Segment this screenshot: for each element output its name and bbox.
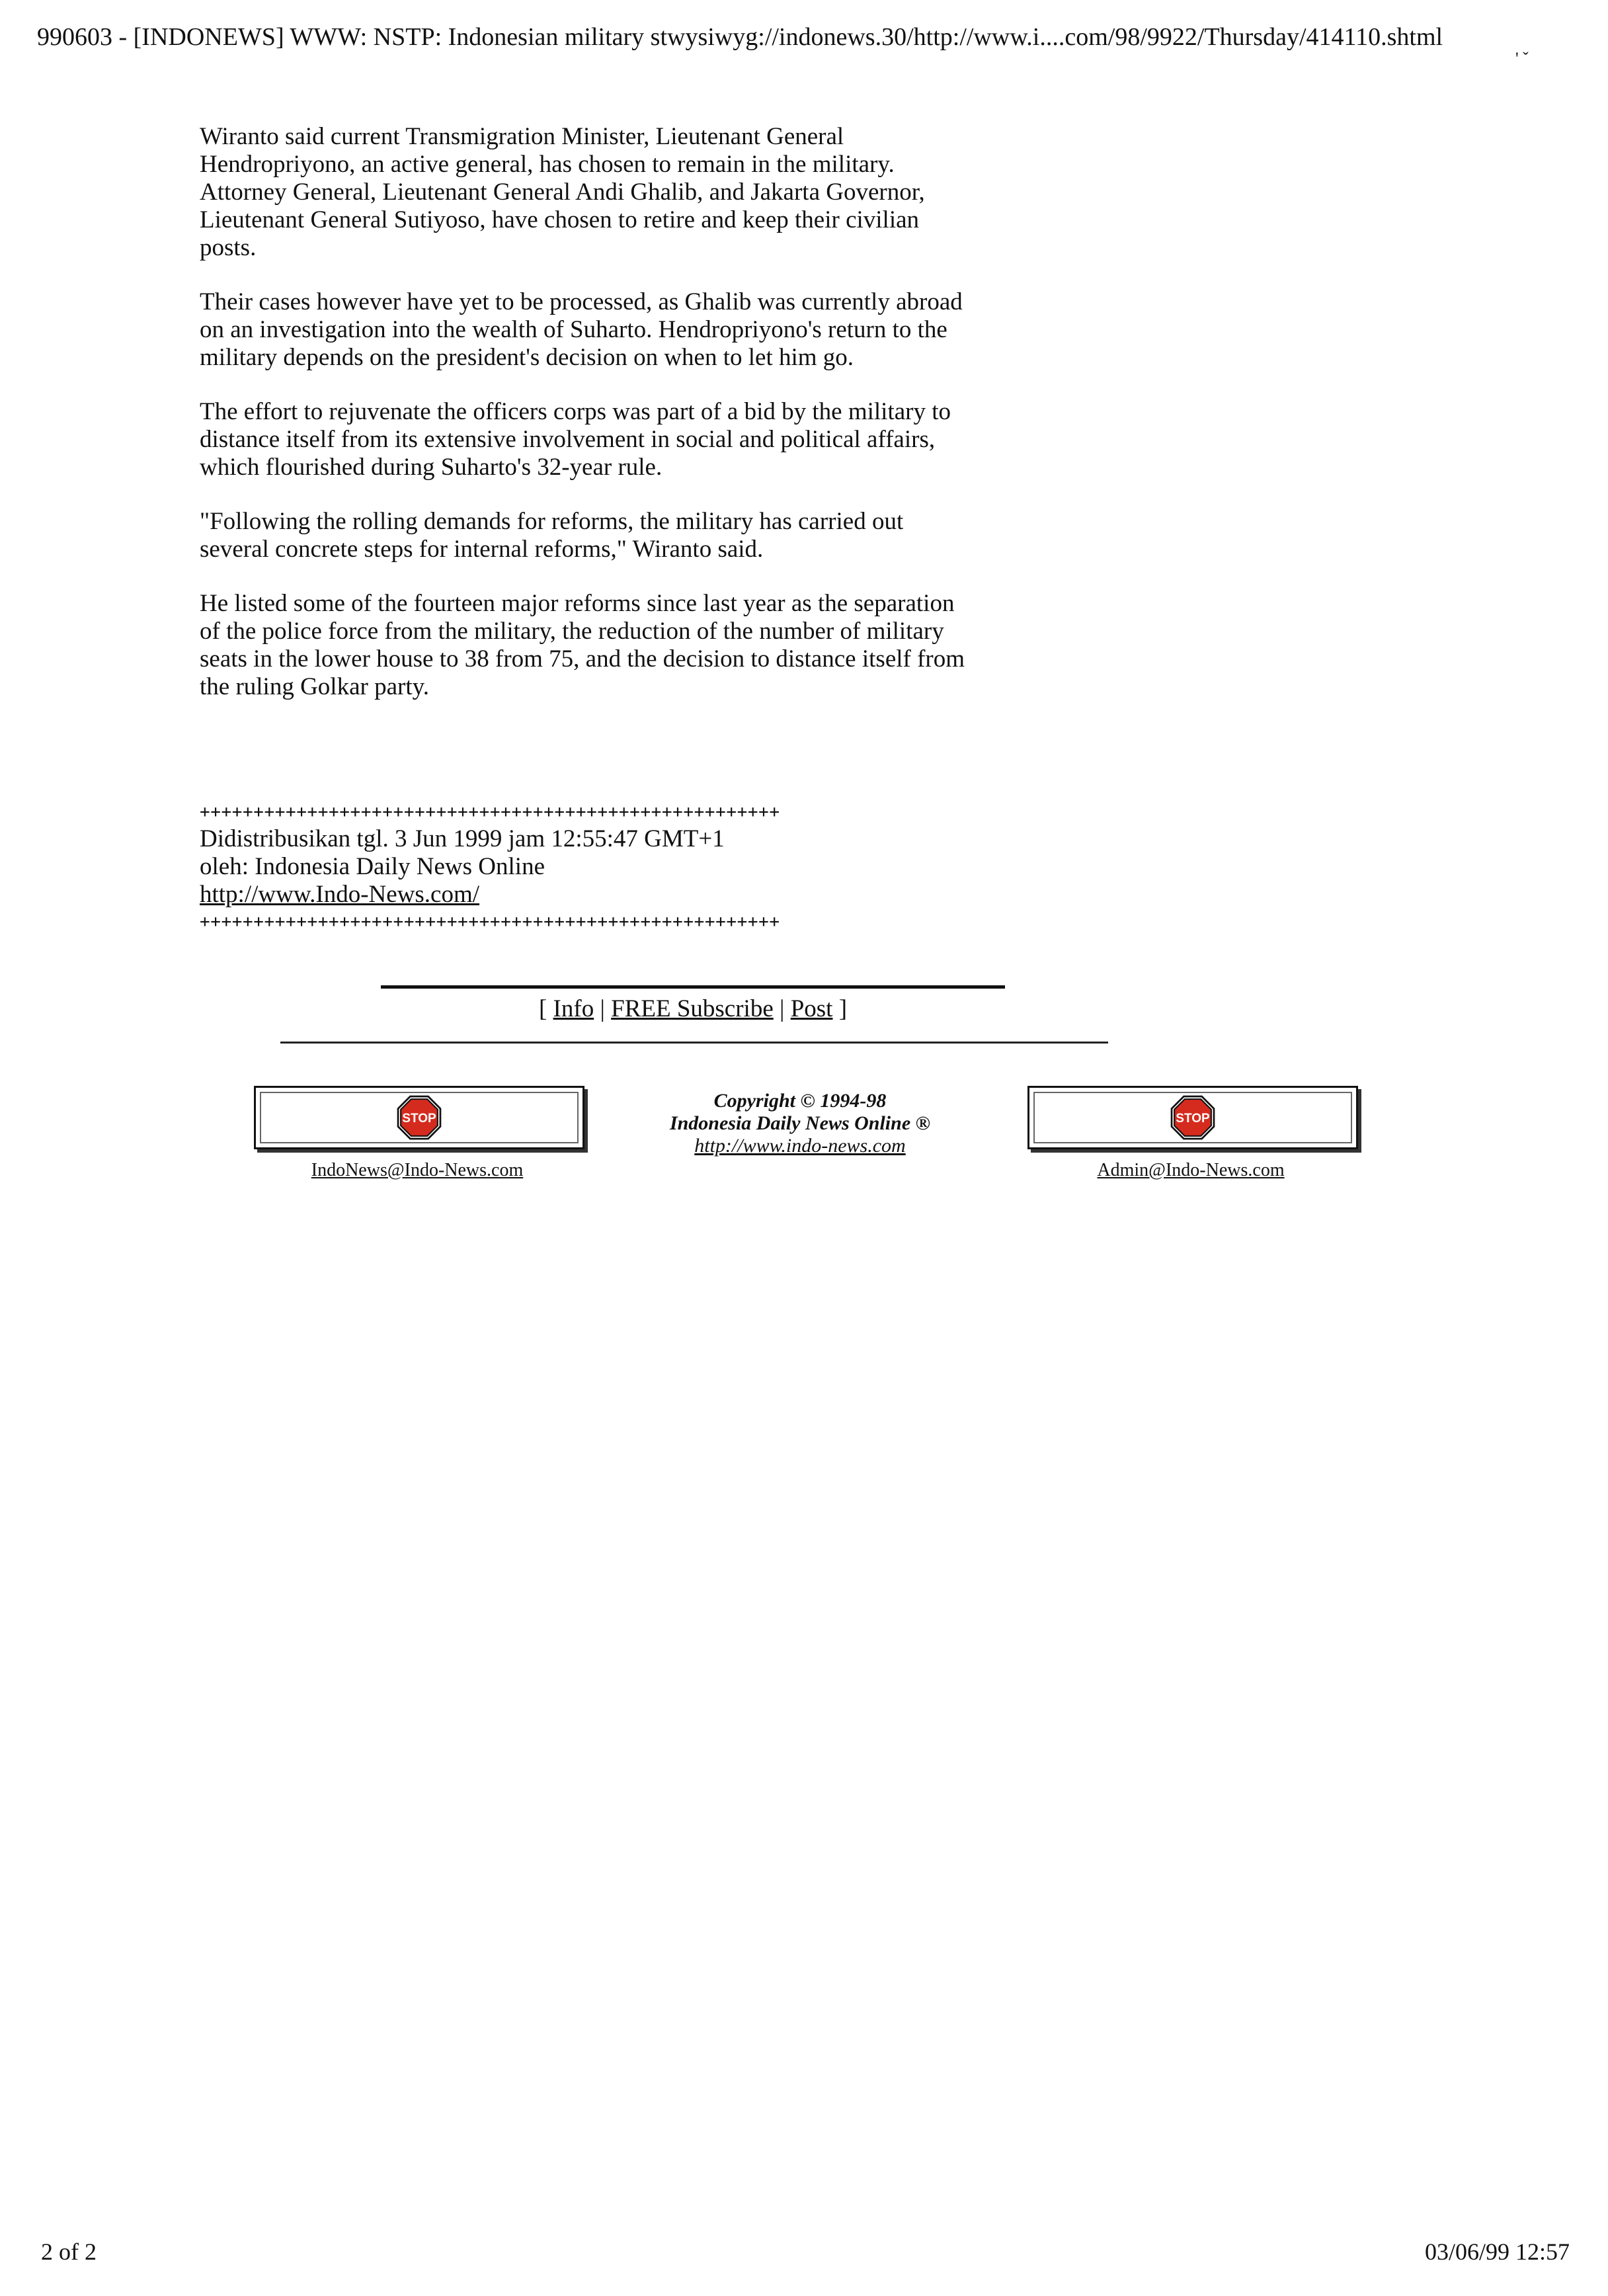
stop-sign-label: STOP	[402, 1111, 436, 1126]
article-paragraph: The effort to rejuvenate the officers corps was part of a bid by the military to distance itself from its extensive involvement in social and political affairs, which flourished during Suharto's 32-year rule.	[200, 398, 951, 481]
copyright-owner: Indonesia Daily News Online ®	[669, 1112, 931, 1134]
nav-bracket-open: [	[538, 995, 553, 1022]
indonews-email-link[interactable]: IndoNews@Indo-News.com	[311, 1160, 524, 1180]
nav-bracket-close: ]	[832, 995, 848, 1022]
article-body	[200, 123, 973, 727]
article-paragraph: He listed some of the fourteen major reforms since last year as the separation of the police force from the military, the reduction of the number of military seats in the lower house to 38 from 75, and the decision to distance itself from the ruling Golkar party.	[200, 590, 965, 700]
nav-info-link[interactable]: Info	[553, 995, 594, 1022]
horizontal-rule-bottom	[280, 1042, 1108, 1044]
distribution-source: oleh: Indonesia Daily News Online	[200, 853, 545, 880]
article-paragraph: Wiranto said current Transmigration Minister, Lieutenant General Hendropriyono, an active general, has chosen to remain in the military. Attorney General, Lieutenant General Andi Ghalib, and Jakarta Governor, Lieutenant General Sutiyoso, have chosen to retire and keep their civilian posts.	[200, 123, 925, 261]
copyright-block	[635, 1090, 965, 1157]
separator-line-bottom: ++++++++++++++++++++++++++++++++++++++++++++++++++++++	[200, 912, 780, 932]
copyright-url-link[interactable]: http://www.indo-news.com	[694, 1135, 906, 1157]
distribution-link[interactable]: http://www.Indo-News.com/	[200, 881, 480, 908]
header-marks: ' ˇ	[1515, 49, 1529, 68]
distribution-date: Didistribusikan tgl. 3 Jun 1999 jam 12:55:47 GMT+1	[200, 825, 725, 852]
horizontal-rule-top	[381, 985, 1005, 989]
nav-separator: |	[773, 995, 791, 1022]
nav-separator: |	[594, 995, 612, 1022]
stop-sign-icon	[1170, 1095, 1215, 1140]
print-datetime: 03/06/99 12:57	[1424, 2238, 1570, 2265]
distribution-block	[200, 799, 1059, 935]
nav-bar	[381, 994, 1005, 1024]
stop-sign-label: STOP	[1176, 1111, 1210, 1126]
stop-box-right[interactable]	[1027, 1086, 1358, 1149]
page-number: 2 of 2	[41, 2238, 97, 2265]
stop-box-left[interactable]	[254, 1086, 584, 1149]
page-header-title: 990603 - [INDONEWS] WWW: NSTP: Indonesian military stwysiwyg://indonews.30/http://www.i....com/98/9922/Thursday/414110.shtml	[37, 23, 1443, 51]
nav-subscribe-link[interactable]: FREE Subscribe	[611, 995, 774, 1022]
stop-sign-icon	[397, 1095, 442, 1140]
article-paragraph: Their cases however have yet to be processed, as Ghalib was currently abroad on an investigation into the wealth of Suharto. Hendropriyono's return to the military depends on the president's decision on when to let him go.	[200, 288, 963, 371]
nav-post-link[interactable]: Post	[790, 995, 833, 1022]
admin-email-link[interactable]: Admin@Indo-News.com	[1097, 1160, 1285, 1180]
copyright-line: Copyright © 1994-98	[713, 1090, 887, 1112]
separator-line-top: ++++++++++++++++++++++++++++++++++++++++++++++++++++++	[200, 802, 780, 822]
article-paragraph: "Following the rolling demands for reforms, the military has carried out several concrete steps for internal reforms," Wiranto said.	[200, 508, 904, 563]
